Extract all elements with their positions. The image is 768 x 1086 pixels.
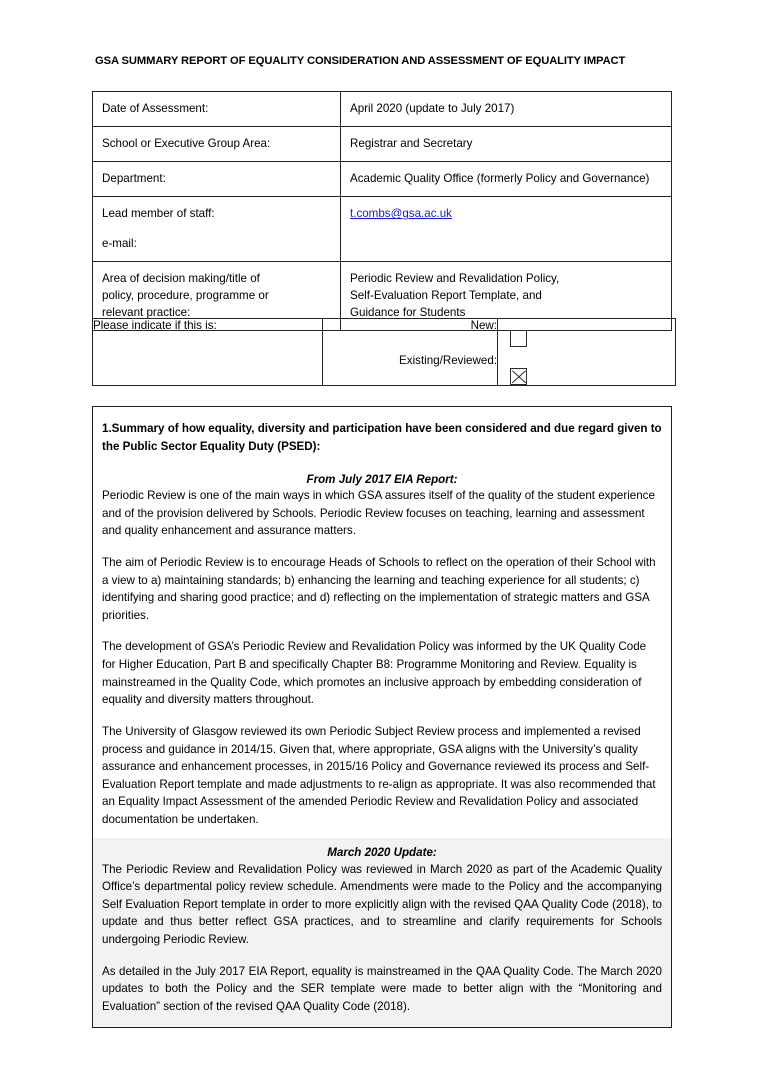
paragraph: The aim of Periodic Review is to encourage Heads of Schools to reflect on the operation of their School with a view to a) maintaining standards; b) enhancing the learning and teaching experience for all students; c) identifying and sharing good practice; and d) reflecting on the implementation of strategic matters and GSA priorities. xyxy=(102,556,656,622)
choice-option-labels xyxy=(323,319,498,386)
area-value-line-3: Guidance for Students xyxy=(350,306,466,320)
field-value-school-area: Registrar and Secretary xyxy=(341,127,672,162)
checkbox-new-wrapper[interactable] xyxy=(498,319,675,347)
section1-table xyxy=(92,406,672,1028)
table-row xyxy=(93,407,672,1028)
checkbox-new[interactable] xyxy=(510,330,527,347)
area-value-line-2: Self-Evaluation Report Template, and xyxy=(350,288,542,302)
area-value-line-1: Periodic Review and Revalidation Policy, xyxy=(350,271,560,285)
field-label-date-of-assessment: Date of Assessment: xyxy=(93,92,341,127)
label-new: New: xyxy=(470,319,497,332)
field-label-lead-member xyxy=(93,197,341,261)
march-2020-subheading: March 2020 Update: xyxy=(327,845,437,859)
july-2017-subheading: From July 2017 EIA Report: xyxy=(306,473,458,487)
table-row xyxy=(93,319,676,386)
paragraph: Periodic Review is one of the main ways in which GSA assures itself of the quality of the student experience and of the provision delivered by Schools. Periodic Review focuses on teaching, learning and assessment and quality enhancement and assurance matters. xyxy=(102,489,655,538)
page-title: GSA SUMMARY REPORT OF EQUALITY CONSIDERATION AND ASSESSMENT OF EQUALITY IMPACT xyxy=(95,55,626,67)
new-or-existing-table xyxy=(92,318,676,386)
checkbox-existing-wrapper[interactable] xyxy=(498,347,675,385)
field-value-email-cell xyxy=(341,197,672,261)
assessment-info-table xyxy=(92,91,672,331)
paragraph: The University of Glasgow reviewed its own Periodic Subject Review process and implemented a revised process and guidance in 2014/15. Given that, where appropriate, GSA aligns with the University’s quality assurance and enhancement processes, in 2015/16 Policy and Governance reviewed its process and Self-Evaluation Report template and made adjustments to re-align as appropriate. It was also recommended that an Equality Impact Assessment of the amended Periodic Review and Revalidation Policy and associated documentation be undertaken. xyxy=(102,724,656,826)
area-label-line-2: policy, procedure, programme or xyxy=(102,288,269,302)
field-value-date-of-assessment: April 2020 (update to July 2017) xyxy=(341,92,672,127)
table-row xyxy=(93,162,672,197)
field-label-department: Department: xyxy=(93,162,341,197)
table-row xyxy=(93,197,672,261)
field-value-department: Academic Quality Office (formerly Policy and Governance) xyxy=(341,162,672,197)
paragraph: The Periodic Review and Revalidation Policy was reviewed in March 2020 as part of the Academic Quality Office’s departmental policy review schedule. Amendments were made to the Policy and the accompanying Self Evaluation Report template in order to more explicitly align with the revised QAA Quality Code (2018), to update and thus better reflect GSA practices, and to streamline and clarify requirements for Schools undergoing Periodic Review. xyxy=(102,862,662,947)
area-label-line-1: Area of decision making/title of xyxy=(102,271,260,285)
email-label-line: e-mail: xyxy=(102,236,137,250)
table-row xyxy=(93,127,672,162)
lead-member-label-line: Lead member of staff: xyxy=(102,207,215,221)
paragraph: As detailed in the July 2017 EIA Report, equality is mainstreamed in the QAA Quality Code. The March 2020 updates to both the Policy and the SER template were made to better align with the “Monitoring and Evaluation” section of the revised QAA Quality Code (2018). xyxy=(102,964,662,1013)
email-link[interactable]: t.combs@gsa.ac.uk xyxy=(350,207,452,221)
section1-cell xyxy=(93,407,672,1028)
choice-checkbox-cell xyxy=(498,319,676,386)
area-label-line-3: relevant practice: xyxy=(102,306,191,320)
paragraph: The development of GSA’s Periodic Review and Revalidation Policy was informed by the UK Quality Code for Higher Education, Part B and specifically Chapter B8: Programme Monitoring and Review. Equality is mainstreamed in the Quality Code, which promotes an inclusive approach by embedding consideration of equality and diversity matters throughout. xyxy=(102,640,647,707)
field-label-school-area: School or Executive Group Area: xyxy=(93,127,341,162)
choice-prompt-label: Please indicate if this is: xyxy=(93,319,323,386)
table-row xyxy=(93,92,672,127)
label-existing-reviewed: Existing/Reviewed: xyxy=(399,354,497,367)
section1-heading: 1.Summary of how equality, diversity and participation have been considered and due regard given to the Public Sector Equality Duty (PSED): xyxy=(102,422,662,453)
march-2020-update-block xyxy=(93,838,671,1028)
checkbox-existing-reviewed[interactable] xyxy=(510,368,527,385)
